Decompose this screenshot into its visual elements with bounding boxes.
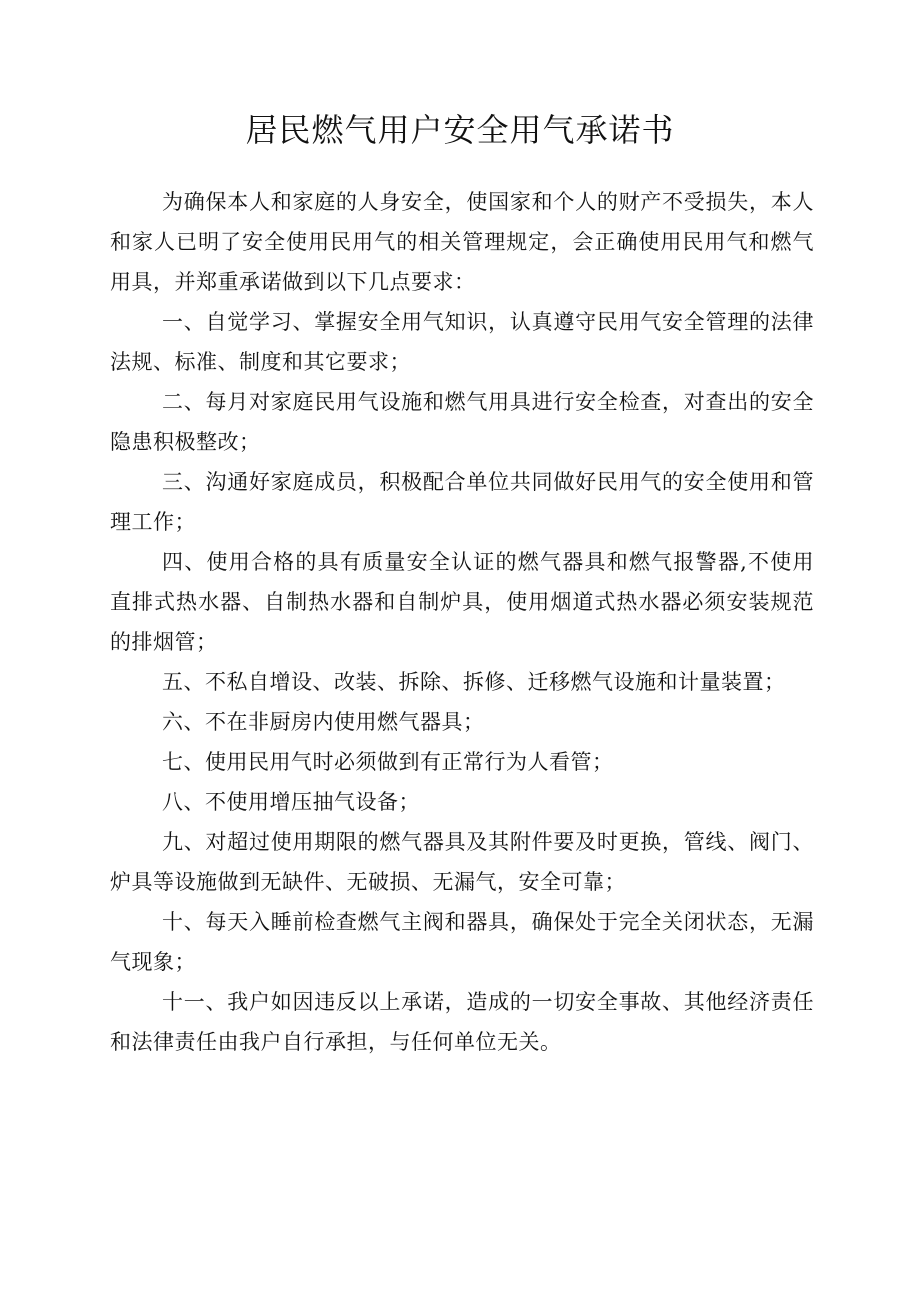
commitment-item-8: 八、不使用增压抽气设备； bbox=[162, 790, 420, 814]
intro-paragraph: 为确保本人和家庭的人身安全，使国家和个人的财产不受损失，本人和家人已明了安全使用民用气的相关管理规定，会正确使用民用气和燃气用具，并郑重承诺做到以下几点要求： bbox=[110, 190, 814, 294]
document-title: 居民燃气用户安全用气承诺书 bbox=[245, 111, 675, 149]
commitment-item-11: 十一、我户如因违反以上承诺，造成的一切安全事故、其他经济责任和法律责任由我户自行承担，与任何单位无关。 bbox=[110, 990, 814, 1054]
commitment-item-4: 四、使用合格的具有质量安全认证的燃气器具和燃气报警器,不使用直排式热水器、自制热水器和自制炉具，使用烟道式热水器必须安装规范的排烟管； bbox=[110, 550, 814, 654]
commitment-item-6: 六、不在非厨房内使用燃气器具； bbox=[162, 710, 485, 734]
commitment-item-5: 五、不私自增设、改装、拆除、拆修、迁移燃气设施和计量装置； bbox=[162, 670, 786, 694]
commitment-item-1: 一、自觉学习、掌握安全用气知识，认真遵守民用气安全管理的法律法规、标准、制度和其它要求； bbox=[110, 310, 814, 374]
commitment-item-7: 七、使用民用气时必须做到有正常行为人看管； bbox=[162, 750, 614, 774]
document-body bbox=[110, 182, 814, 1062]
commitment-item-10: 十、每天入睡前检查燃气主阀和器具，确保处于完全关闭状态，无漏气现象； bbox=[110, 910, 814, 974]
commitment-item-3: 三、沟通好家庭成员，积极配合单位共同做好民用气的安全使用和管理工作； bbox=[110, 470, 814, 534]
commitment-item-2: 二、每月对家庭民用气设施和燃气用具进行安全检查，对查出的安全隐患积极整改； bbox=[110, 390, 814, 454]
commitment-item-9: 九、对超过使用期限的燃气器具及其附件要及时更换，管线、阀门、炉具等设施做到无缺件、无破损、无漏气，安全可靠； bbox=[110, 830, 814, 894]
